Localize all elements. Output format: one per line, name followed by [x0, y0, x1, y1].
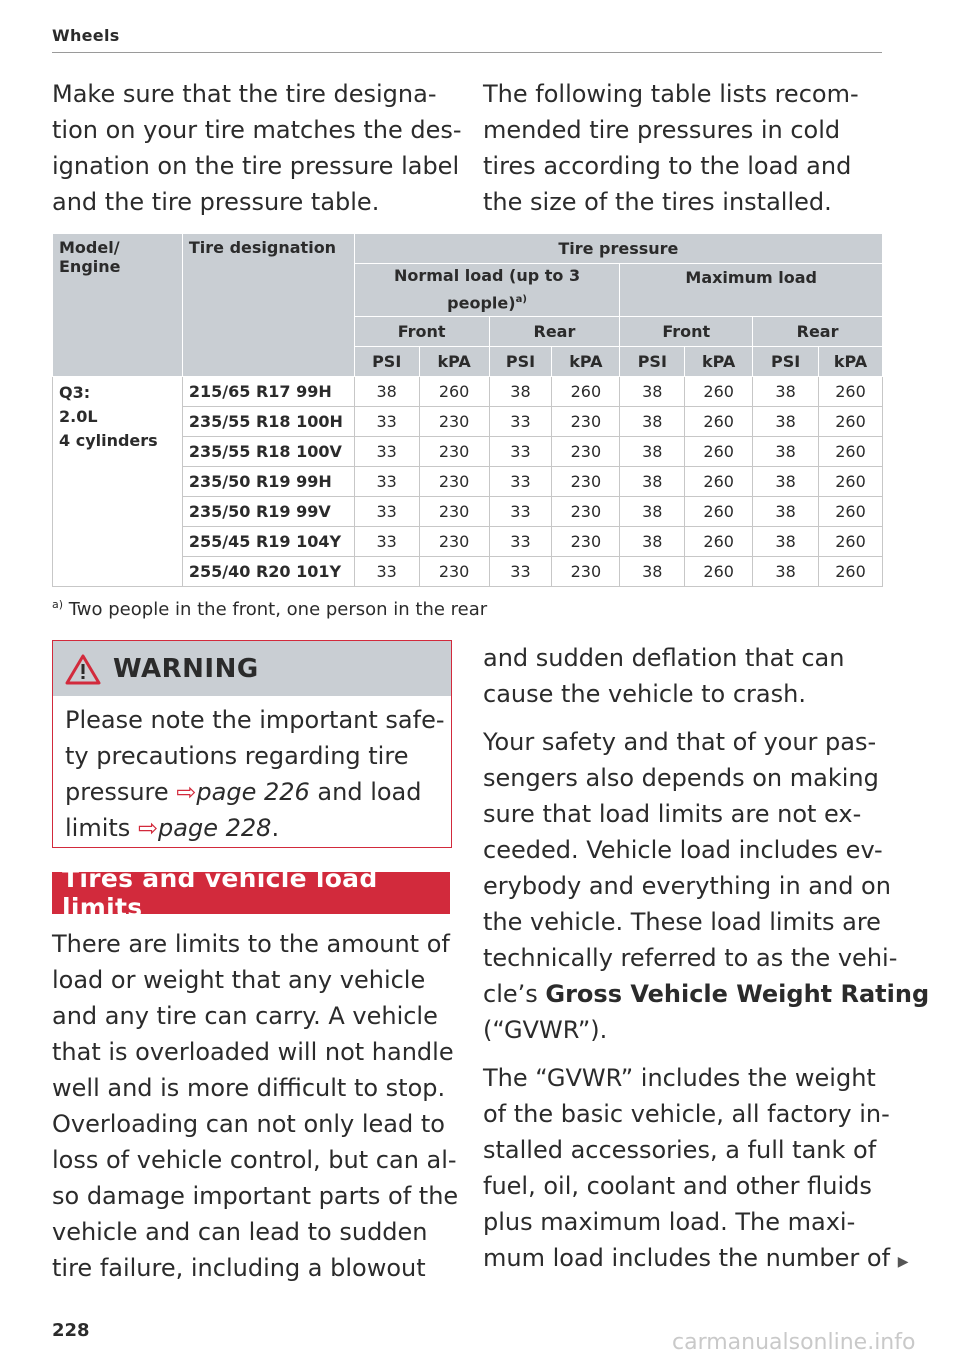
pressure-cell: 230 [552, 437, 620, 467]
text-line: and sudden deflation that can [483, 644, 845, 672]
arrow-right-icon: ⇨ [176, 778, 197, 806]
pressure-cell: 38 [753, 437, 819, 467]
text-line: sengers also depends on making [483, 764, 879, 792]
right-body-paragraph-1 [483, 640, 844, 712]
pressure-cell: 33 [489, 557, 552, 587]
table-row [53, 377, 883, 407]
pressure-cell: 38 [753, 467, 819, 497]
text-line: The following table lists recom- [483, 80, 859, 108]
text-line: mended tire pressures in cold [483, 116, 841, 144]
col-header-maximum-load: Maximum load [620, 264, 883, 317]
text-line: ceeded. Vehicle load includes ev- [483, 836, 883, 864]
pressure-cell: 38 [620, 527, 685, 557]
text-line: and any tire can carry. A vehicle [52, 1002, 438, 1030]
pressure-cell: 38 [753, 497, 819, 527]
text-fragment: . [271, 814, 280, 842]
text-line: plus maximum load. The maxi- [483, 1208, 856, 1236]
pressure-cell: 260 [819, 377, 883, 407]
text-line: tire failure, including a blowout [52, 1254, 426, 1282]
pressure-cell: 38 [753, 377, 819, 407]
pressure-cell: 260 [552, 377, 620, 407]
col-header-psi: PSI [620, 347, 685, 377]
pressure-cell: 33 [489, 407, 552, 437]
pressure-cell: 38 [753, 407, 819, 437]
pressure-cell: 33 [489, 497, 552, 527]
pressure-cell: 38 [753, 527, 819, 557]
text-line: the size of the tires installed. [483, 188, 832, 216]
pressure-cell: 33 [354, 407, 419, 437]
pressure-cell: 230 [419, 497, 489, 527]
tire-pressure-table [52, 233, 883, 587]
tire-designation-cell: 235/55 R18 100H [182, 407, 354, 437]
arrow-right-icon: ⇨ [137, 814, 159, 842]
warning-box [52, 640, 452, 848]
tire-designation-cell: 255/45 R19 104Y [182, 527, 354, 557]
pressure-cell: 33 [354, 557, 419, 587]
text-line: (“GVWR”). [483, 1016, 608, 1044]
page-reference-link[interactable]: page 226 [196, 778, 310, 806]
pressure-cell: 38 [753, 557, 819, 587]
text-line [65, 810, 451, 846]
col-header-model: Model/ Engine [53, 234, 183, 377]
col-header-kpa: kPA [552, 347, 620, 377]
text-line: stalled accessories, a full tank of [483, 1136, 877, 1164]
pressure-cell: 38 [620, 437, 685, 467]
pressure-cell: 260 [419, 377, 489, 407]
text-fragment: pressure [65, 778, 177, 806]
col-header-pressure: Tire pressure [354, 234, 882, 264]
right-body-paragraph-3 [483, 1060, 908, 1280]
text-line: that is overloaded will not handle [52, 1038, 454, 1066]
footnote-marker: a) [515, 294, 527, 306]
pressure-cell: 260 [685, 467, 753, 497]
pressure-cell: 38 [620, 467, 685, 497]
col-header-kpa: kPA [819, 347, 883, 377]
text-line: The “GVWR” includes the weight [483, 1064, 876, 1092]
continued-arrow-icon: ▶ [897, 1254, 909, 1270]
pressure-cell: 260 [685, 527, 753, 557]
text-line: of the basic vehicle, all factory in- [483, 1100, 890, 1128]
pressure-cell: 260 [685, 407, 753, 437]
tire-designation-cell: 235/50 R19 99H [182, 467, 354, 497]
pressure-cell: 38 [354, 377, 419, 407]
footnote-text: Two people in the front, one person in the rear [68, 599, 488, 620]
pressure-cell: 260 [819, 467, 883, 497]
pressure-cell: 230 [552, 557, 620, 587]
text-line: load or weight that any vehicle [52, 966, 426, 994]
warning-header [53, 641, 451, 696]
model-engine-cell [53, 377, 183, 587]
left-intro-paragraph [52, 76, 462, 220]
tire-designation-cell: 235/55 R18 100V [182, 437, 354, 467]
pressure-cell: 230 [552, 467, 620, 497]
col-header-front: Front [354, 317, 489, 347]
pressure-cell: 260 [685, 497, 753, 527]
text-fragment: mum load includes the number of [483, 1244, 891, 1272]
pressure-cell: 33 [354, 437, 419, 467]
text-line [65, 774, 451, 810]
left-body-paragraph [52, 926, 458, 1286]
footnote-mark: a) [52, 598, 64, 611]
pressure-cell: 230 [552, 527, 620, 557]
warning-triangle-icon [65, 653, 101, 685]
pressure-cell: 230 [419, 467, 489, 497]
normal-load-label: Normal load (up to 3 people) [393, 266, 581, 313]
text-fragment: cle’s [483, 980, 546, 1008]
text-line: well and is more difficult to stop. [52, 1074, 446, 1102]
tire-designation-cell: 235/50 R19 99V [182, 497, 354, 527]
pressure-cell: 33 [354, 497, 419, 527]
text-line: erybody and everything in and on [483, 872, 891, 900]
text-line: cause the vehicle to crash. [483, 680, 806, 708]
pressure-cell: 38 [620, 407, 685, 437]
pressure-cell: 260 [819, 437, 883, 467]
text-line: Make sure that the tire designa- [52, 80, 437, 108]
col-header-rear: Rear [753, 317, 883, 347]
model-line: 2.0L [59, 407, 98, 426]
pressure-cell: 260 [819, 407, 883, 437]
pressure-cell: 230 [419, 437, 489, 467]
col-header-psi: PSI [753, 347, 819, 377]
pressure-cell: 230 [552, 497, 620, 527]
text-fragment: and load [309, 778, 422, 806]
gvwr-term: Gross Vehicle Weight Rating [545, 980, 930, 1008]
tire-designation-cell: 255/40 R20 101Y [182, 557, 354, 587]
text-line: the vehicle. These load limits are [483, 908, 881, 936]
text-line: ignation on the tire pressure label [52, 152, 460, 180]
pressure-cell: 230 [419, 527, 489, 557]
text-line [483, 1240, 908, 1280]
pressure-cell: 33 [354, 527, 419, 557]
text-fragment: limits [65, 814, 138, 842]
running-header: Wheels [52, 26, 120, 45]
warning-body [53, 696, 451, 846]
pressure-cell: 260 [819, 557, 883, 587]
col-header-rear: Rear [489, 317, 620, 347]
table-footnote [52, 598, 487, 620]
model-line: 4 cylinders [59, 431, 158, 450]
pressure-cell: 230 [552, 407, 620, 437]
pressure-cell: 260 [685, 377, 753, 407]
text-line: tires according to the load and [483, 152, 852, 180]
text-line: There are limits to the amount of [52, 930, 450, 958]
col-header-kpa: kPA [685, 347, 753, 377]
pressure-cell: 38 [489, 377, 552, 407]
col-header-psi: PSI [354, 347, 419, 377]
text-line: so damage important parts of the [52, 1182, 459, 1210]
pressure-cell: 38 [620, 497, 685, 527]
header-divider [52, 52, 882, 53]
page-reference-link[interactable]: page 228 [158, 814, 272, 842]
text-line [483, 976, 929, 1012]
pressure-cell: 38 [620, 377, 685, 407]
text-line: sure that load limits are not ex- [483, 800, 862, 828]
text-line: vehicle and can lead to sudden [52, 1218, 428, 1246]
model-line: Q3: [59, 383, 91, 402]
pressure-cell: 230 [419, 407, 489, 437]
text-line: loss of vehicle control, but can al- [52, 1146, 457, 1174]
pressure-cell: 260 [685, 437, 753, 467]
section-heading: Tires and vehicle load limits [52, 872, 450, 914]
text-line: technically referred to as the vehi- [483, 944, 898, 972]
right-body-paragraph-2 [483, 724, 929, 1048]
pressure-cell: 230 [419, 557, 489, 587]
text-line: Overloading can not only lead to [52, 1110, 445, 1138]
col-header-normal-load [354, 264, 620, 317]
text-line: Please note the important safe- [65, 706, 445, 734]
pressure-cell: 260 [685, 557, 753, 587]
text-line: fuel, oil, coolant and other fluids [483, 1172, 872, 1200]
pressure-cell: 260 [819, 497, 883, 527]
pressure-cell: 260 [819, 527, 883, 557]
warning-title: WARNING [113, 653, 259, 684]
page-number: 228 [52, 1320, 90, 1341]
pressure-cell: 33 [489, 437, 552, 467]
pressure-cell: 33 [489, 527, 552, 557]
right-intro-paragraph [483, 76, 859, 220]
text-line: and the tire pressure table. [52, 188, 380, 216]
col-header-kpa: kPA [419, 347, 489, 377]
text-line: tion on your tire matches the des- [52, 116, 462, 144]
text-line: ty precautions regarding tire [65, 742, 409, 770]
tire-designation-cell: 215/65 R17 99H [182, 377, 354, 407]
col-header-psi: PSI [489, 347, 552, 377]
col-header-front: Front [620, 317, 753, 347]
col-header-tire: Tire designation [182, 234, 354, 377]
pressure-cell: 33 [489, 467, 552, 497]
text-line: Your safety and that of your pas- [483, 728, 877, 756]
pressure-cell: 33 [354, 467, 419, 497]
watermark: carmanualsonline.info [672, 1330, 916, 1355]
pressure-cell: 38 [620, 557, 685, 587]
